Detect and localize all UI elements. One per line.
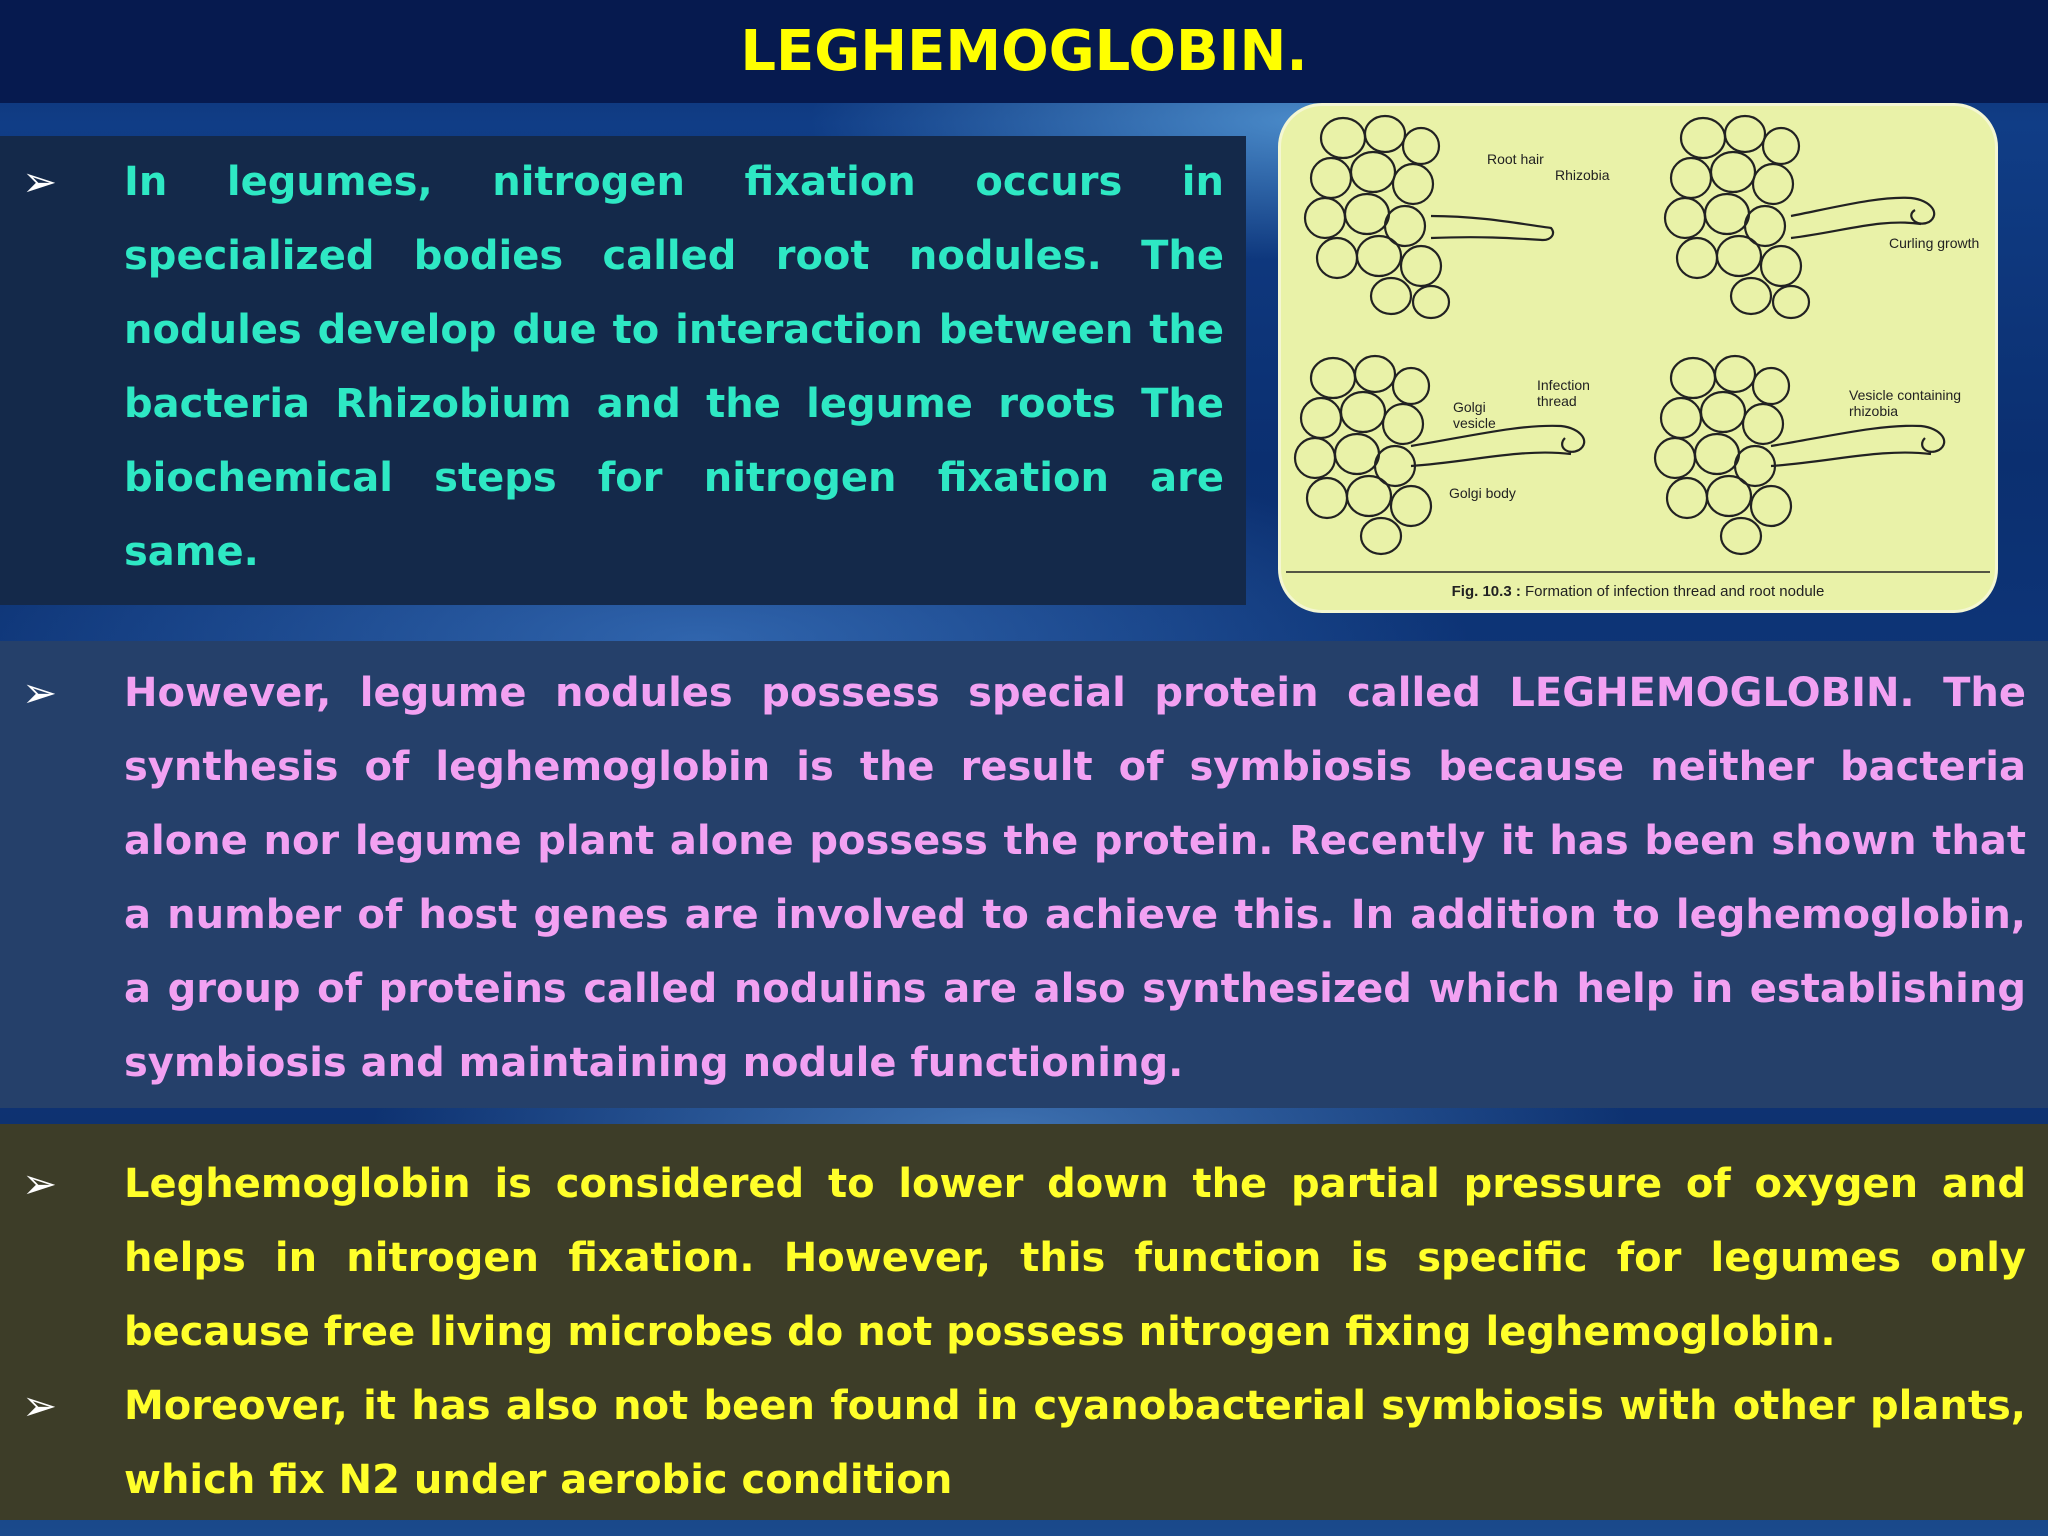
figure-caption-text: Formation of infection thread and root nodule <box>1520 583 1825 600</box>
arrow-bullet-icon: ➢ <box>22 157 58 206</box>
bullet-text: However, legume nodules possess special protein called LEGHEMOGLOBIN. The synthesis of leghemoglobin is the result of symbiosis because neither bacteria alone nor legume plant alone possess the protein. Recently it has been shown that a number of host genes are involved to achieve this. In addition to leghemoglobin, a group of proteins called nodulins are also synthesized which help in establishing symbiosis and maintaining nodule functioning. <box>124 670 2026 1086</box>
bullet-item <box>0 656 2026 1100</box>
infection-label: Infection <box>1537 377 1590 393</box>
rhizobia-vesicle-label: rhizobia <box>1849 403 1899 419</box>
root-nodule-figure <box>1278 103 1998 613</box>
bullet-item <box>0 145 1224 589</box>
cell-cluster-1 <box>1305 116 1553 318</box>
figure-caption-prefix: Fig. 10.3 : <box>1451 583 1521 600</box>
arrow-bullet-icon: ➢ <box>22 1159 58 1208</box>
vesicle-label: vesicle <box>1453 415 1496 431</box>
leghemoglobin-text-box <box>0 641 2048 1108</box>
bullet-item <box>0 1147 2026 1369</box>
thread-label: thread <box>1537 393 1577 409</box>
cell-cluster-4 <box>1655 356 1944 554</box>
cell-cluster-2 <box>1665 116 1934 318</box>
vesicle-containing-label: Vesicle containing <box>1849 387 1962 403</box>
bullet-text: In legumes, nitrogen fixation occurs in specialized bodies called root nodules. The nodules develop due to interaction between the bacteria Rhizobium and the legume roots The biochemical steps for nitrogen fixation are same. <box>124 159 1224 575</box>
function-text-box <box>0 1124 2048 1520</box>
figure-caption <box>1281 583 1995 600</box>
intro-text-box <box>0 136 1246 605</box>
golgi-body-label: Golgi body <box>1449 485 1516 501</box>
arrow-bullet-icon: ➢ <box>22 1381 58 1430</box>
slide-title: LEGHEMOGLOBIN. <box>740 19 1308 84</box>
golgi-label: Golgi <box>1453 399 1486 415</box>
curling-growth-label: Curling growth <box>1889 235 1980 251</box>
title-bar <box>0 0 2048 103</box>
rhizobia-label: Rhizobia <box>1555 167 1610 183</box>
bullet-item <box>0 1369 2026 1517</box>
bullet-text: Moreover, it has also not been found in cyanobacterial symbiosis with other plants, which fix N2 under aerobic condition <box>124 1383 2026 1503</box>
arrow-bullet-icon: ➢ <box>22 668 58 717</box>
infection-thread-diagram <box>1281 106 1995 610</box>
bullet-text: Leghemoglobin is considered to lower down the partial pressure of oxygen and helps in nitrogen fixation. However, this function is specific for legumes only because free living microbes do not possess nitrogen fixing leghemoglobin. <box>124 1161 2026 1355</box>
root-hair-label: Root hair <box>1487 151 1544 167</box>
